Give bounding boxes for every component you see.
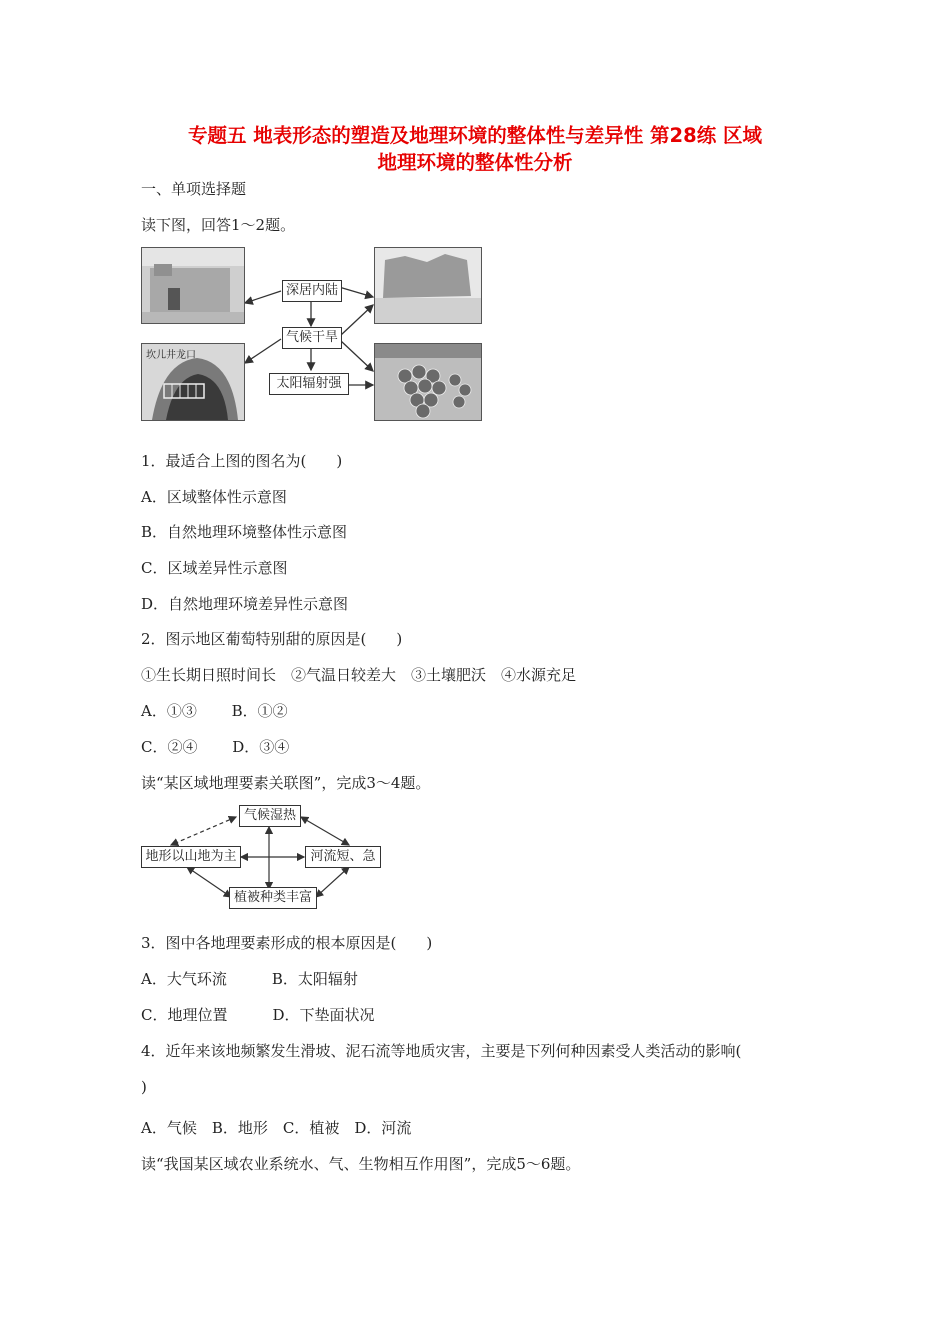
intro-q1-2: 读下图，回答1～2题。 xyxy=(141,216,296,234)
q3-options-cd: C．地理位置 D．下垫面状况 xyxy=(141,1006,375,1024)
section-heading: 一、单项选择题 xyxy=(141,180,247,198)
q1-option-a: A．区域整体性示意图 xyxy=(141,488,287,506)
node-climate: 气候湿热 xyxy=(239,805,301,827)
q4-stem-close: ) xyxy=(141,1078,147,1096)
photo-karez xyxy=(141,343,245,421)
intro-q5-6: 读“我国某区域农业系统水、气、生物相互作用图”，完成5～6题。 xyxy=(141,1155,581,1173)
photo-ruins xyxy=(374,247,482,324)
title-line-2: 地理环境的整体性分析 xyxy=(377,151,573,174)
intro-q3-4: 读“某区域地理要素关联图”，完成3～4题。 xyxy=(141,774,431,792)
figure-element-relation xyxy=(141,805,381,909)
earthen-house-image xyxy=(142,248,244,323)
grapes-image xyxy=(375,344,481,420)
q2-items: ①生长期日照时间长 ②气温日较差大 ③土壤肥沃 ④水源充足 xyxy=(141,666,577,684)
ruins-image xyxy=(375,248,481,323)
node-terrain: 地形以山地为主 xyxy=(141,846,241,868)
q1-option-b: B．自然地理环境整体性示意图 xyxy=(141,523,348,541)
q1-option-c: C．区域差异性示意图 xyxy=(141,559,288,577)
photo-earthen-house xyxy=(141,247,245,324)
q3-stem: 3．图中各地理要素形成的根本原因是( ) xyxy=(141,934,433,952)
document-title xyxy=(120,122,830,176)
karez-label: 坎儿井龙口 xyxy=(146,350,196,361)
box-arid-climate: 气候干旱 xyxy=(282,327,342,349)
box-inland: 深居内陆 xyxy=(282,280,342,302)
node-river: 河流短、急 xyxy=(305,846,381,868)
figure-arid-region xyxy=(141,247,481,419)
q2-options-cd: C．②④ D．③④ xyxy=(141,738,290,756)
q4-options: A．气候 B．地形 C．植被 D．河流 xyxy=(141,1119,412,1137)
q4-stem: 4．近年来该地频繁发生滑坡、泥石流等地质灾害，主要是下列何种因素受人类活动的影响( xyxy=(141,1042,742,1060)
q1-stem: 1．最适合上图的图名为( ) xyxy=(141,452,343,470)
node-vegetation: 植被种类丰富 xyxy=(229,887,317,909)
q2-stem: 2．图示地区葡萄特别甜的原因是( ) xyxy=(141,630,403,648)
q3-options-ab: A．大气环流 B．太阳辐射 xyxy=(141,970,358,988)
q1-option-d: D．自然地理环境差异性示意图 xyxy=(141,595,349,613)
title-line-1: 专题五 地表形态的塑造及地理环境的整体性与差异性 第28练 区域 xyxy=(187,124,762,147)
box-strong-radiation: 太阳辐射强 xyxy=(269,373,349,395)
q2-options-ab: A．①③ B．①② xyxy=(141,702,288,720)
photo-grapes xyxy=(374,343,482,421)
